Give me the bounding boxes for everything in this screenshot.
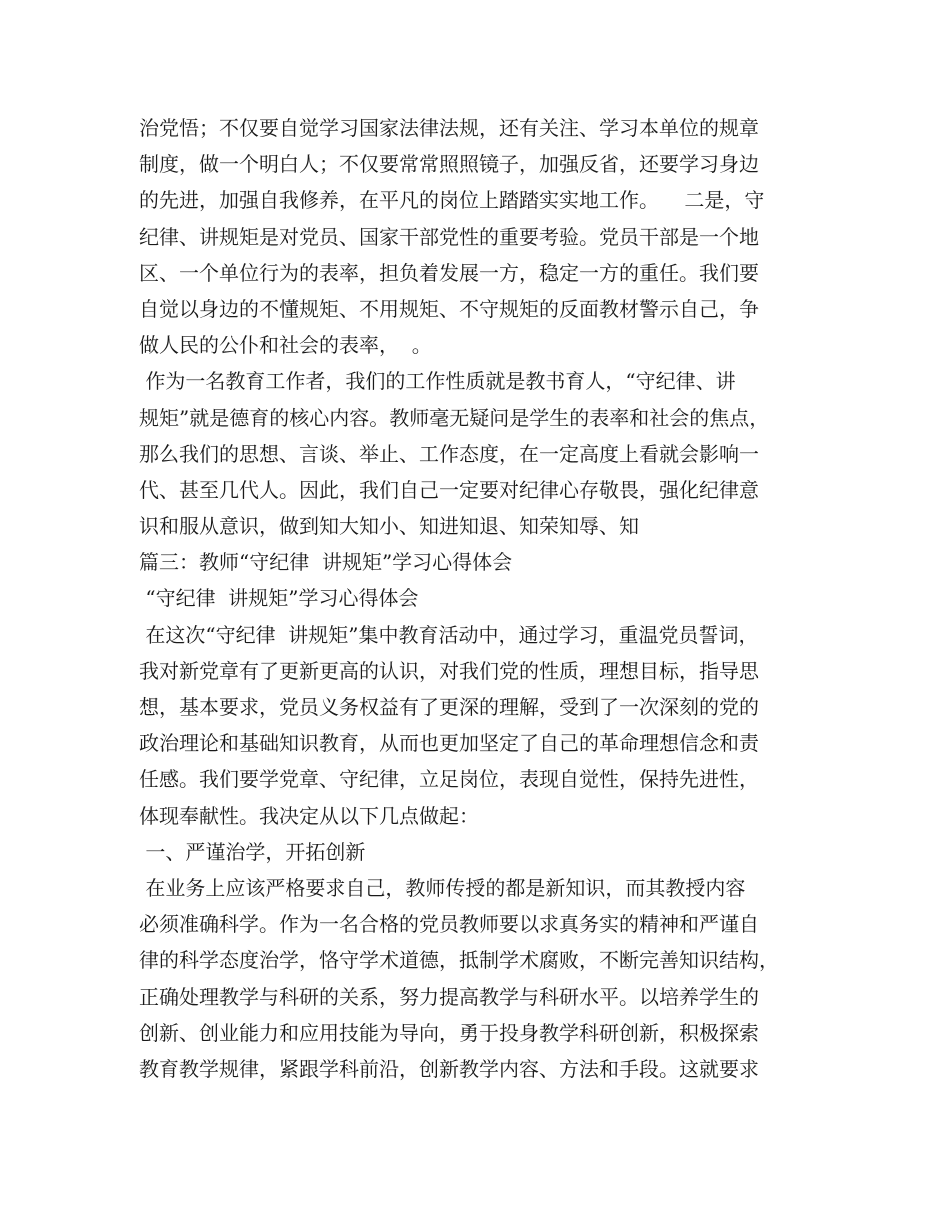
text-line: 律的科学态度治学，恪守学术道德，抵制学术腐败，不断完善知识结构， — [139, 948, 779, 973]
text-line: 一、严谨治学，开拓创新 — [139, 839, 366, 864]
text-line: 的先进，加强自我修养，在平凡的岗位上踏踏实实地工作。 二是，守 — [139, 188, 765, 213]
text-line: 在这次“守纪律 讲规矩”集中教育活动中，通过学习，重温党员誓词， — [139, 622, 759, 647]
text-line: 规矩”就是德育的核心内容。教师毫无疑问是学生的表率和社会的焦点， — [139, 405, 770, 430]
text-line: 制度，做一个明白人；不仅要常常照照镜子，加强反省，还要学习身边 — [139, 152, 759, 177]
document-body — [139, 110, 829, 1087]
text-line: 区、一个单位行为的表率，担负着发展一方，稳定一方的重任。我们要 — [139, 260, 759, 285]
text-line: 做人民的公仆和社会的表率， 。 — [139, 333, 432, 358]
text-line: 纪律、讲规矩是对党员、国家干部党性的重要考验。党员干部是一个地 — [139, 224, 759, 249]
text-line: 正确处理教学与科研的关系，努力提高教学与科研水平。以培养学生的 — [139, 984, 759, 1009]
text-line: 治党悟；不仅要自觉学习国家法律法规，还有关注、学习本单位的规章 — [139, 116, 759, 140]
text-line: 政治理论和基础知识教育，从而也更加坚定了自己的革命理想信念和责 — [139, 731, 759, 756]
text-line: 篇三：教师“守纪律 讲规矩”学习心得体会 — [139, 550, 513, 575]
text-line: 我对新党章有了更新更高的认识，对我们党的性质，理想目标，指导思 — [139, 658, 759, 683]
text-line: 必须准确科学。作为一名合格的党员教师要以求真务实的精神和严谨自 — [139, 912, 759, 937]
text-line: 识和服从意识，做到知大知小、知进知退、知荣知辱、知 — [139, 514, 639, 539]
text-line: 想，基本要求，党员义务权益有了更深的理解，受到了一次深刻的党的 — [139, 695, 759, 719]
text-line: 创新、创业能力和应用技能为导向，勇于投身教学科研创新，积极探索 — [139, 1020, 759, 1045]
text-line: 体现奉献性。我决定从以下几点做起： — [139, 803, 479, 828]
text-line: 代、甚至几代人。因此，我们自己一定要对纪律心存敬畏，强化纪律意 — [139, 477, 759, 502]
text-line: 自觉以身边的不懂规矩、不用规矩、不守规矩的反面教材警示自己，争 — [139, 296, 759, 321]
text-line: 任感。我们要学党章、守纪律，立足岗位，表现自觉性，保持先进性， — [139, 767, 759, 792]
text-line: 那么我们的思想、言谈、举止、工作态度，在一定高度上看就会影响一 — [139, 441, 759, 466]
text-line: 教育教学规律，紧跟学科前沿，创新教学内容、方法和手段。这就要求 — [139, 1056, 759, 1081]
text-line: “守纪律 讲规矩”学习心得体会 — [139, 586, 419, 611]
text-line: 在业务上应该严格要求自己，教师传授的都是新知识，而其教授内容 — [139, 875, 746, 900]
text-line: 作为一名教育工作者，我们的工作性质就是教书育人，“守纪律、讲 — [139, 369, 736, 394]
